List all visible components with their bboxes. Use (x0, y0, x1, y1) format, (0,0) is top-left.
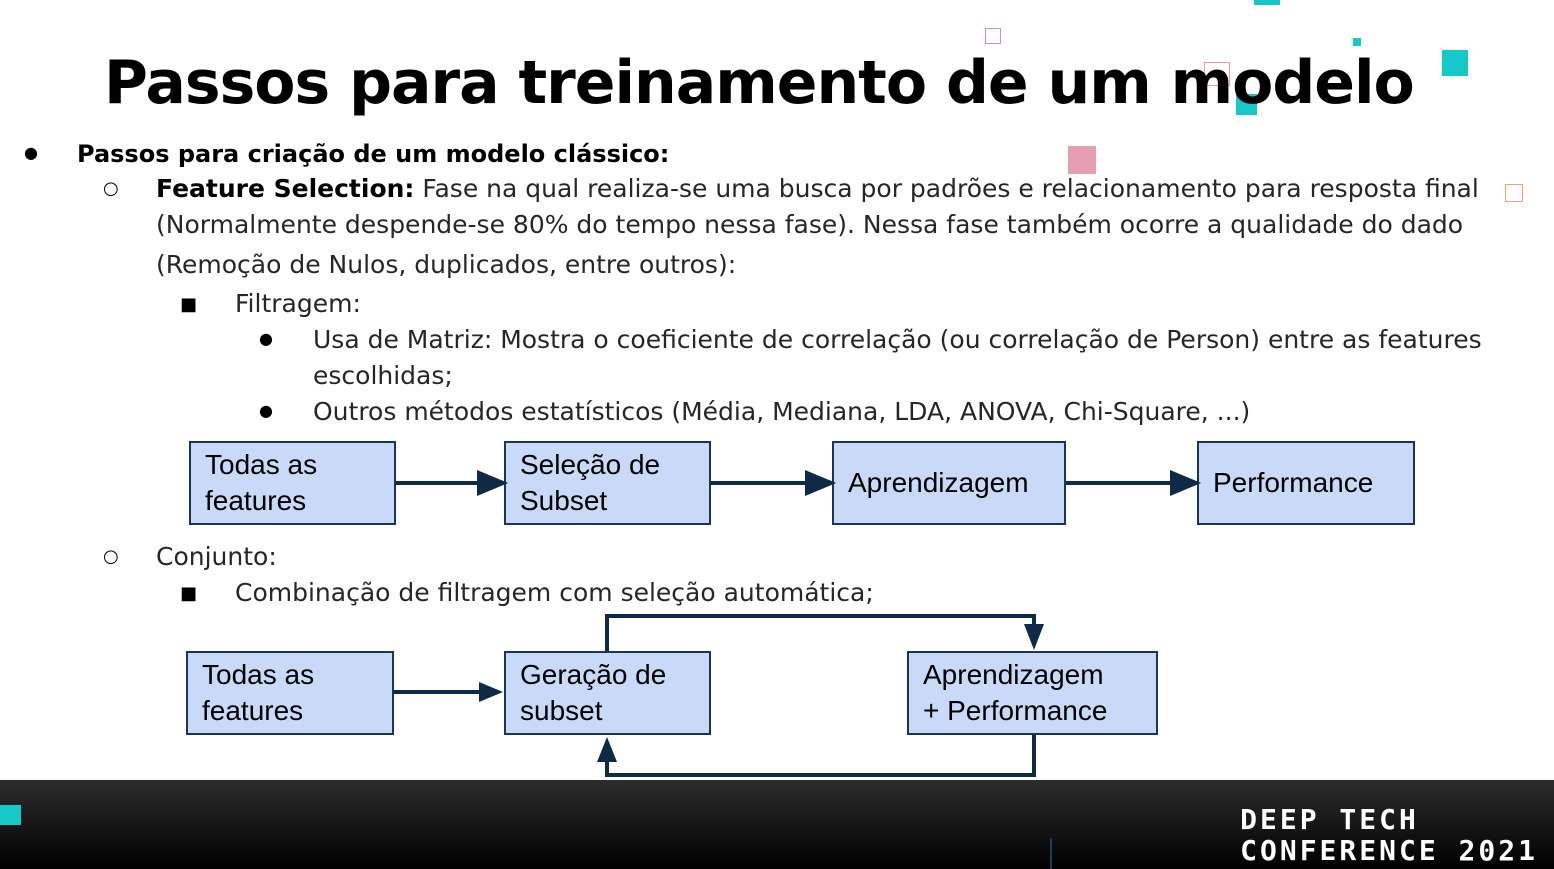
box-text-line: Geração de (520, 659, 667, 690)
brand-line2: CONFERENCE 2021 (1240, 834, 1538, 867)
arrow-head (479, 682, 503, 702)
box-text-line: Subset (520, 485, 608, 516)
feature-selection-label: Feature Selection: (156, 174, 415, 203)
brand-logo (1240, 804, 1538, 866)
bullet-disc: ● (24, 143, 38, 162)
loop-back-line (607, 735, 1034, 775)
box-text-line: features (205, 485, 307, 516)
feature-selection-line2: (Normalmente despende-se 80% do tempo nessa fase). Nessa fase também ocorre a qualidade do dado (156, 210, 1464, 239)
box-text-line: Performance (1213, 467, 1374, 498)
bullet-disc: ● (259, 401, 273, 420)
feature-selection-text: Fase na qual realiza-se uma busca por padrões e relacionamento para resposta final (414, 174, 1479, 203)
brand-line1: DEEP TECH (1240, 803, 1419, 836)
bullet-circle: ○ (103, 546, 119, 567)
bullet-disc: ● (259, 329, 273, 348)
box-text-line: Aprendizagem (848, 467, 1029, 498)
box-text-line: Aprendizagem (923, 659, 1104, 690)
bullet-square: ■ (180, 294, 198, 315)
box-text-line: Todas as (205, 449, 318, 480)
matriz-line2: escolhidas; (313, 361, 453, 390)
box-text-line: + Performance (923, 695, 1108, 726)
decor-square-teal-footer (0, 805, 21, 825)
box-text-line: Seleção de (520, 449, 661, 480)
conjunto-label: Conjunto: (156, 542, 277, 571)
box-text-line: Todas as (202, 659, 315, 690)
box-text-line: subset (520, 695, 603, 726)
outros-metodos: Outros métodos estatísticos (Média, Mediana, LDA, ANOVA, Chi-Square, ...) (313, 397, 1251, 426)
arrow-head (1024, 624, 1044, 650)
bullet-classic-model: Passos para criação de um modelo clássico: (77, 140, 670, 168)
bullet-circle: ○ (103, 178, 119, 199)
matriz-line1: Usa de Matriz: Mostra o coeficiente de correlação (ou correlação de Person) entre as features (313, 325, 1482, 354)
loop-forward-line (607, 616, 1034, 651)
box-text-line: features (202, 695, 304, 726)
decor-line-footer (1050, 838, 1052, 869)
filtragem-label: Filtragem: (235, 289, 361, 318)
page-title: Passos para treinamento de um modelo (104, 48, 1414, 118)
feature-selection-line3: (Remoção de Nulos, duplicados, entre outros): (156, 250, 737, 279)
combinacao-text: Combinação de filtragem com seleção automática; (235, 578, 874, 607)
arrow-head (597, 737, 617, 762)
bullet-square: ■ (180, 583, 198, 604)
